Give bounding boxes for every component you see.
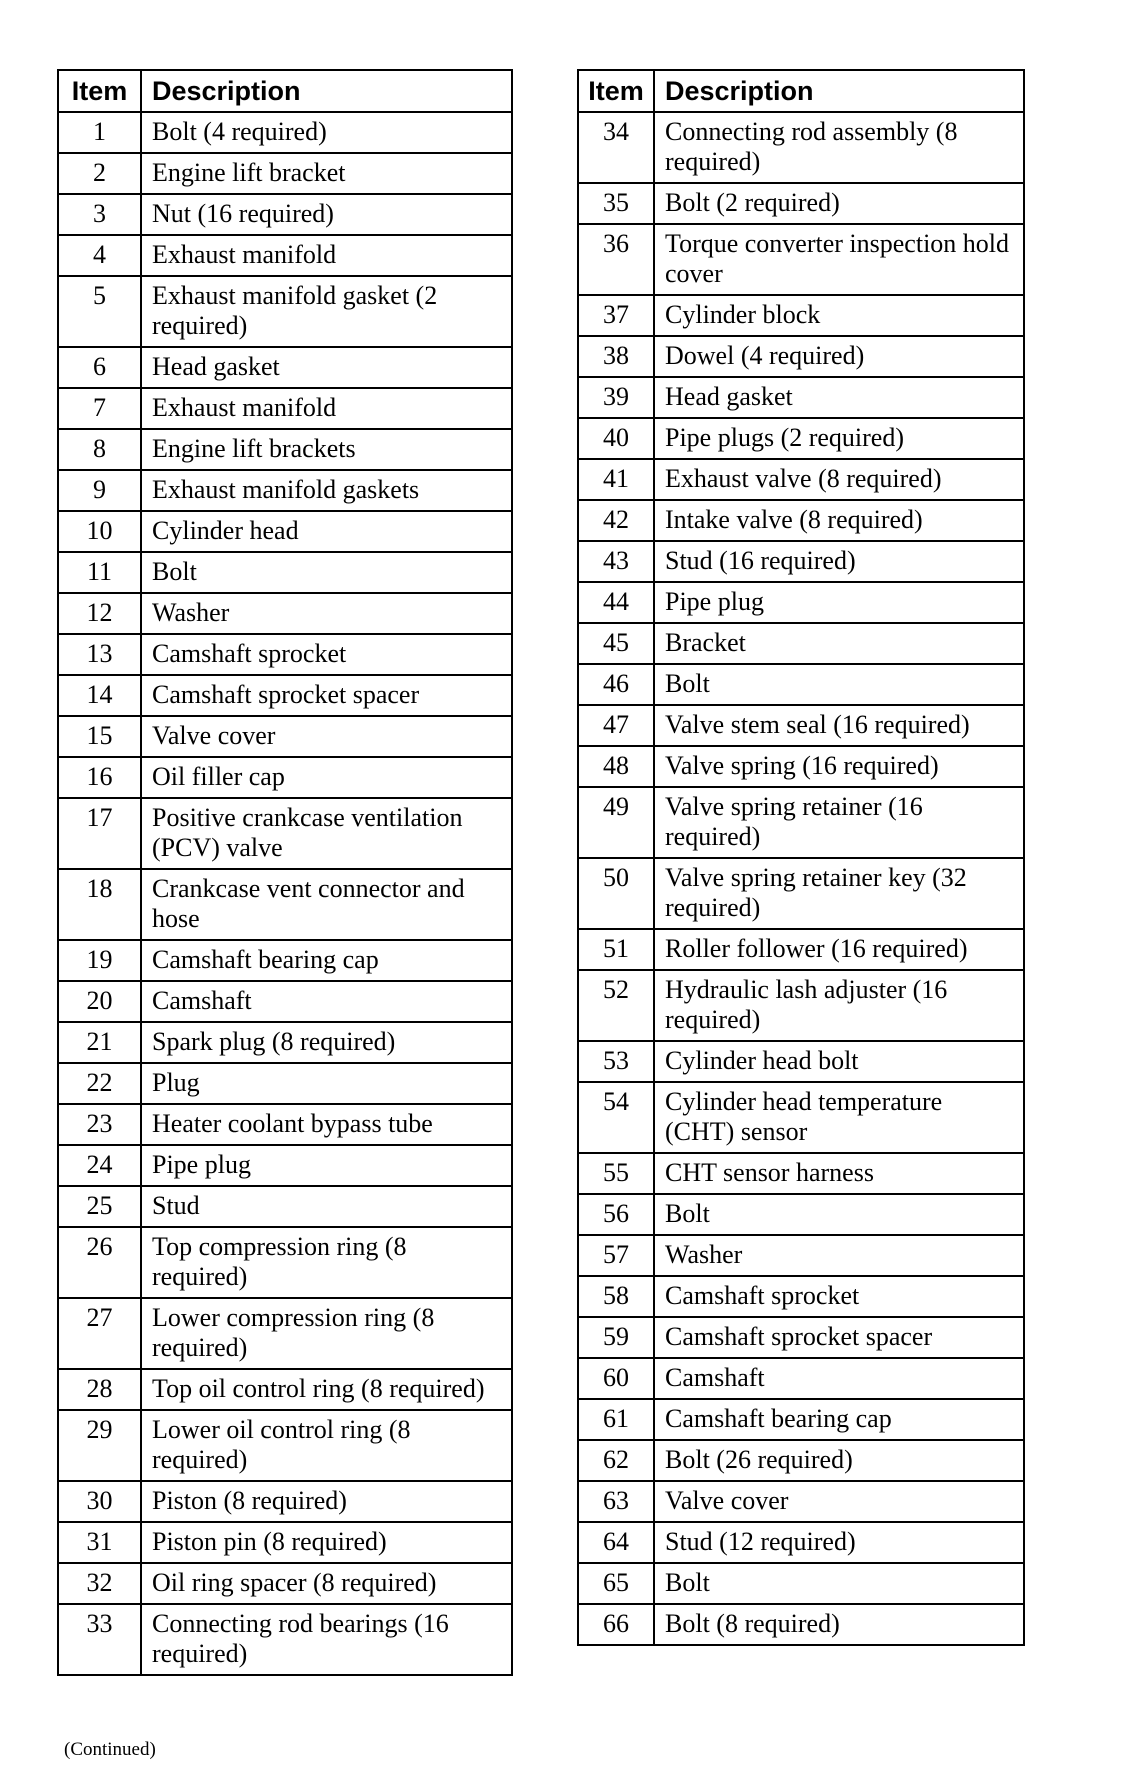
item-description: Head gasket [654, 377, 1024, 418]
item-number: 60 [578, 1358, 654, 1399]
item-description: Oil ring spacer (8 required) [141, 1563, 512, 1604]
item-number: 48 [578, 746, 654, 787]
item-number: 56 [578, 1194, 654, 1235]
item-number: 28 [58, 1369, 141, 1410]
item-description: Camshaft sprocket [141, 634, 512, 675]
item-description: Hydraulic lash adjuster (16 required) [654, 970, 1024, 1041]
table-row [58, 1104, 512, 1145]
item-number: 47 [578, 705, 654, 746]
item-number: 21 [58, 1022, 141, 1063]
item-number: 41 [578, 459, 654, 500]
table-row [58, 593, 512, 634]
item-number: 5 [58, 276, 141, 347]
item-number: 20 [58, 981, 141, 1022]
item-number: 43 [578, 541, 654, 582]
item-number: 51 [578, 929, 654, 970]
table-row [58, 675, 512, 716]
item-number: 14 [58, 675, 141, 716]
item-description: Camshaft sprocket [654, 1276, 1024, 1317]
item-description: Lower compression ring (8 required) [141, 1298, 512, 1369]
item-number: 52 [578, 970, 654, 1041]
table-row [58, 347, 512, 388]
item-number: 4 [58, 235, 141, 276]
item-description: Camshaft [654, 1358, 1024, 1399]
table-row [578, 582, 1024, 623]
item-number: 18 [58, 869, 141, 940]
item-number: 3 [58, 194, 141, 235]
table-row [578, 1440, 1024, 1481]
item-description: Bolt (26 required) [654, 1440, 1024, 1481]
item-number: 65 [578, 1563, 654, 1604]
item-description: Bolt [141, 552, 512, 593]
table-row [58, 1022, 512, 1063]
item-description: Engine lift bracket [141, 153, 512, 194]
item-number: 34 [578, 112, 654, 183]
table-row [58, 276, 512, 347]
table-header-row [58, 70, 512, 112]
item-description: Washer [654, 1235, 1024, 1276]
description-column-header: Description [141, 70, 512, 112]
table-row [58, 716, 512, 757]
item-description: Torque converter inspection hold cover [654, 224, 1024, 295]
table-row [58, 1563, 512, 1604]
table-row [58, 1522, 512, 1563]
item-number: 24 [58, 1145, 141, 1186]
item-number: 55 [578, 1153, 654, 1194]
item-description: Exhaust manifold gasket (2 required) [141, 276, 512, 347]
item-description: Valve cover [654, 1481, 1024, 1522]
item-description: Exhaust manifold [141, 388, 512, 429]
item-column-header: Item [58, 70, 141, 112]
table-row [578, 1194, 1024, 1235]
item-number: 62 [578, 1440, 654, 1481]
table-row [578, 1082, 1024, 1153]
item-number: 29 [58, 1410, 141, 1481]
item-description: Engine lift brackets [141, 429, 512, 470]
table-row [578, 1276, 1024, 1317]
table-row [58, 1604, 512, 1675]
item-description: Bolt (8 required) [654, 1604, 1024, 1645]
item-description: Piston pin (8 required) [141, 1522, 512, 1563]
table-row [578, 705, 1024, 746]
item-description: Camshaft [141, 981, 512, 1022]
item-description: Valve spring retainer (16 required) [654, 787, 1024, 858]
item-number: 26 [58, 1227, 141, 1298]
table-row [58, 634, 512, 675]
table-row [58, 1063, 512, 1104]
item-description: Nut (16 required) [141, 194, 512, 235]
item-number: 9 [58, 470, 141, 511]
table-row [58, 112, 512, 153]
item-number: 54 [578, 1082, 654, 1153]
item-description: Pipe plug [141, 1145, 512, 1186]
table-row [578, 418, 1024, 459]
item-description: Exhaust manifold [141, 235, 512, 276]
table-row [578, 623, 1024, 664]
item-description: Bolt (2 required) [654, 183, 1024, 224]
table-row [578, 858, 1024, 929]
item-description: Bolt [654, 664, 1024, 705]
item-number: 39 [578, 377, 654, 418]
item-column-header: Item [578, 70, 654, 112]
table-row [58, 1369, 512, 1410]
item-number: 49 [578, 787, 654, 858]
table-row [578, 336, 1024, 377]
item-number: 57 [578, 1235, 654, 1276]
item-description: Bolt [654, 1194, 1024, 1235]
table-row [58, 194, 512, 235]
table-row [578, 746, 1024, 787]
item-description: Roller follower (16 required) [654, 929, 1024, 970]
item-number: 8 [58, 429, 141, 470]
item-description: Camshaft sprocket spacer [141, 675, 512, 716]
table-row [578, 459, 1024, 500]
item-number: 10 [58, 511, 141, 552]
item-number: 37 [578, 295, 654, 336]
item-description: Washer [141, 593, 512, 634]
item-number: 42 [578, 500, 654, 541]
table-row [578, 295, 1024, 336]
table-row [58, 552, 512, 593]
table-row [578, 1153, 1024, 1194]
table-row [578, 1041, 1024, 1082]
item-description: Pipe plugs (2 required) [654, 418, 1024, 459]
item-number: 50 [578, 858, 654, 929]
item-description: Head gasket [141, 347, 512, 388]
item-description: Top oil control ring (8 required) [141, 1369, 512, 1410]
item-number: 64 [578, 1522, 654, 1563]
item-number: 36 [578, 224, 654, 295]
item-description: Positive crankcase ventilation (PCV) valve [141, 798, 512, 869]
item-description: Camshaft bearing cap [654, 1399, 1024, 1440]
item-description: Stud [141, 1186, 512, 1227]
table-row [58, 1186, 512, 1227]
item-description: Lower oil control ring (8 required) [141, 1410, 512, 1481]
item-description: Intake valve (8 required) [654, 500, 1024, 541]
table-row [578, 224, 1024, 295]
table-row [58, 235, 512, 276]
item-number: 7 [58, 388, 141, 429]
item-number: 30 [58, 1481, 141, 1522]
item-description: Piston (8 required) [141, 1481, 512, 1522]
table-row [578, 1481, 1024, 1522]
table-row [578, 664, 1024, 705]
table-row [58, 981, 512, 1022]
item-number: 17 [58, 798, 141, 869]
item-description: Stud (12 required) [654, 1522, 1024, 1563]
table-row [578, 183, 1024, 224]
table-header-row [578, 70, 1024, 112]
item-description: CHT sensor harness [654, 1153, 1024, 1194]
item-description: Cylinder block [654, 295, 1024, 336]
table-row [58, 511, 512, 552]
item-number: 63 [578, 1481, 654, 1522]
item-number: 38 [578, 336, 654, 377]
item-description: Top compression ring (8 required) [141, 1227, 512, 1298]
item-number: 45 [578, 623, 654, 664]
item-number: 27 [58, 1298, 141, 1369]
table-row [58, 429, 512, 470]
item-description: Valve cover [141, 716, 512, 757]
item-description: Camshaft sprocket spacer [654, 1317, 1024, 1358]
item-number: 46 [578, 664, 654, 705]
table-row [578, 112, 1024, 183]
table-row [58, 388, 512, 429]
item-description: Cylinder head temperature (CHT) sensor [654, 1082, 1024, 1153]
table-row [578, 787, 1024, 858]
item-description: Heater coolant bypass tube [141, 1104, 512, 1145]
table-row [58, 869, 512, 940]
table-row [58, 798, 512, 869]
table-row [58, 470, 512, 511]
table-row [58, 153, 512, 194]
item-number: 15 [58, 716, 141, 757]
table-row [578, 1235, 1024, 1276]
continued-note: (Continued) [64, 1739, 156, 1760]
item-description: Spark plug (8 required) [141, 1022, 512, 1063]
item-number: 19 [58, 940, 141, 981]
item-number: 6 [58, 347, 141, 388]
item-description: Bracket [654, 623, 1024, 664]
table-row [578, 1358, 1024, 1399]
item-number: 2 [58, 153, 141, 194]
item-description: Pipe plug [654, 582, 1024, 623]
item-number: 53 [578, 1041, 654, 1082]
table-row [58, 1145, 512, 1186]
table-row [58, 1298, 512, 1369]
item-description: Camshaft bearing cap [141, 940, 512, 981]
table-row [578, 1317, 1024, 1358]
item-description: Connecting rod bearings (16 required) [141, 1604, 512, 1675]
table-row [578, 1563, 1024, 1604]
table-row [578, 377, 1024, 418]
item-description: Exhaust manifold gaskets [141, 470, 512, 511]
item-number: 32 [58, 1563, 141, 1604]
item-number: 16 [58, 757, 141, 798]
item-description: Valve stem seal (16 required) [654, 705, 1024, 746]
table-row [578, 970, 1024, 1041]
item-description: Oil filler cap [141, 757, 512, 798]
item-description: Connecting rod assembly (8 required) [654, 112, 1024, 183]
table-row [58, 1410, 512, 1481]
table-row [578, 1522, 1024, 1563]
item-description: Exhaust valve (8 required) [654, 459, 1024, 500]
item-description: Stud (16 required) [654, 541, 1024, 582]
table-row [58, 1481, 512, 1522]
item-number: 13 [58, 634, 141, 675]
item-number: 11 [58, 552, 141, 593]
item-number: 66 [578, 1604, 654, 1645]
table-row [578, 929, 1024, 970]
item-description: Valve spring retainer key (32 required) [654, 858, 1024, 929]
item-number: 12 [58, 593, 141, 634]
item-number: 23 [58, 1104, 141, 1145]
item-number: 59 [578, 1317, 654, 1358]
table-row [58, 940, 512, 981]
table-row [578, 1604, 1024, 1645]
item-number: 25 [58, 1186, 141, 1227]
item-number: 44 [578, 582, 654, 623]
item-description: Cylinder head [141, 511, 512, 552]
table-row [578, 500, 1024, 541]
item-number: 1 [58, 112, 141, 153]
description-column-header: Description [654, 70, 1024, 112]
item-description: Valve spring (16 required) [654, 746, 1024, 787]
item-number: 35 [578, 183, 654, 224]
parts-table-right [577, 69, 1025, 1646]
item-number: 61 [578, 1399, 654, 1440]
item-description: Bolt (4 required) [141, 112, 512, 153]
item-number: 40 [578, 418, 654, 459]
item-number: 31 [58, 1522, 141, 1563]
item-number: 22 [58, 1063, 141, 1104]
item-description: Plug [141, 1063, 512, 1104]
item-number: 58 [578, 1276, 654, 1317]
parts-table-left [57, 69, 513, 1676]
item-description: Cylinder head bolt [654, 1041, 1024, 1082]
table-row [58, 757, 512, 798]
table-row [58, 1227, 512, 1298]
item-number: 33 [58, 1604, 141, 1675]
item-description: Bolt [654, 1563, 1024, 1604]
item-description: Crankcase vent connector and hose [141, 869, 512, 940]
item-description: Dowel (4 required) [654, 336, 1024, 377]
table-row [578, 541, 1024, 582]
table-row [578, 1399, 1024, 1440]
